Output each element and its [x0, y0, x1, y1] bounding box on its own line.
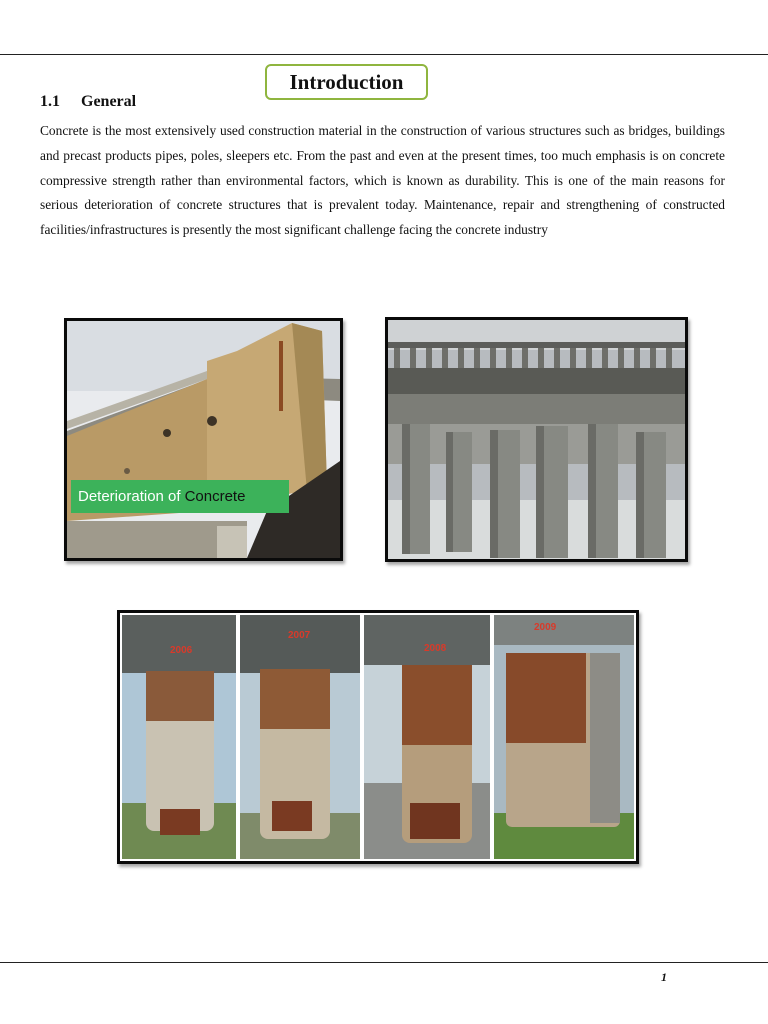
year-label-1: 2006 — [170, 645, 193, 656]
bridge-illustration — [388, 320, 685, 559]
photo-bridge-piers — [385, 317, 688, 562]
photo-column-progression — [117, 610, 639, 864]
header-rule — [0, 54, 768, 55]
section-number: 1.1 — [40, 93, 60, 110]
photo-deteriorated-wall — [64, 318, 343, 561]
page-title: Introduction — [289, 69, 404, 94]
footer-rule — [0, 962, 768, 963]
section-heading — [40, 93, 136, 111]
year-label-4: 2009 — [534, 622, 557, 633]
year-label-3: 2008 — [424, 643, 447, 654]
page-number: 1 — [661, 970, 667, 984]
title-box — [265, 64, 428, 100]
section-title: General — [81, 93, 137, 110]
column-progression-illustration — [120, 613, 636, 861]
label-highlight: Concrete — [184, 488, 246, 505]
deterioration-label — [71, 480, 289, 513]
label-prefix: Deterioration of — [78, 488, 181, 505]
body-paragraph: Concrete is the most extensively used construction material in the construction of various structures such as bridges, buildings and precast products pipes, poles, sleepers etc. From the past and even at the present times, too much emphasis is on concrete compressive strength rather than environmental factors, which is known as durability. This is one of the main reasons for serious deterioration of concrete structures that is prevalent today. Maintenance, repair and strengthening of constructed facilities/infrastructures is presently the most significant challenge facing the concrete industry — [40, 123, 725, 238]
year-label-2: 2007 — [288, 630, 311, 641]
wall-illustration — [67, 321, 340, 558]
